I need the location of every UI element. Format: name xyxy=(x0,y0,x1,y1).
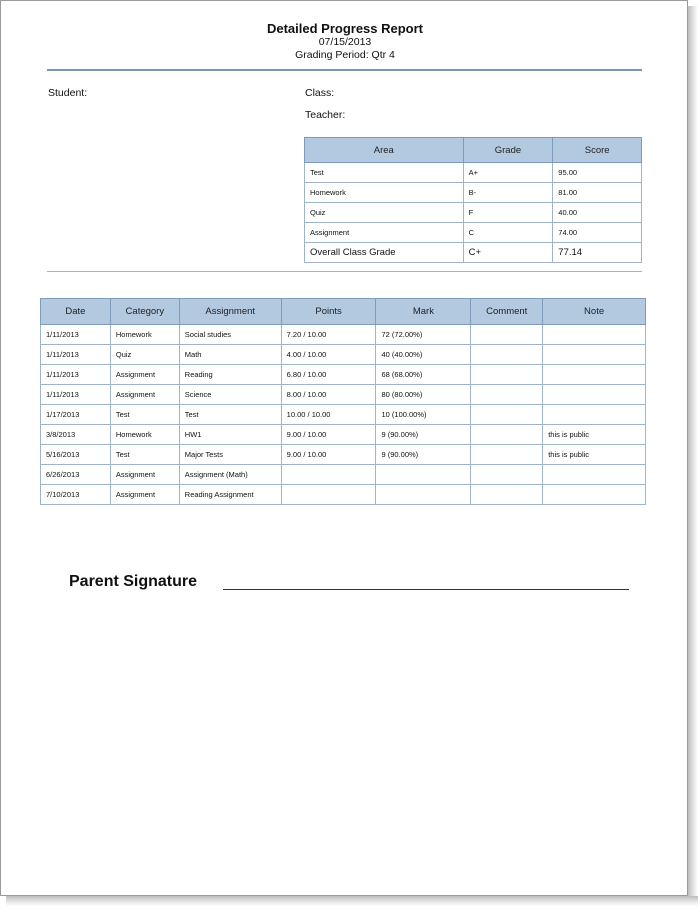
table-cell xyxy=(471,405,543,425)
header-score: Score xyxy=(553,138,642,163)
table-cell xyxy=(471,485,543,505)
class-label: Class: xyxy=(305,87,335,99)
table-cell xyxy=(376,485,471,505)
table-row xyxy=(41,425,646,445)
table-cell: Major Tests xyxy=(179,445,281,465)
table-cell: 9.00 / 10.00 xyxy=(281,445,376,465)
grade-summary-cell: Quiz xyxy=(305,203,464,223)
table-cell xyxy=(543,345,646,365)
table-cell: 72 (72.00%) xyxy=(376,325,471,345)
report-title: Detailed Progress Report xyxy=(266,21,424,36)
grade-summary-row xyxy=(305,203,642,223)
table-cell: 80 (80.00%) xyxy=(376,385,471,405)
table-cell xyxy=(543,465,646,485)
table-cell xyxy=(471,385,543,405)
assignments-table xyxy=(40,298,646,505)
overall-grade-cell: C+ xyxy=(463,243,553,263)
header-category: Category xyxy=(110,299,179,325)
table-cell: Assignment (Math) xyxy=(179,465,281,485)
table-cell: 1/17/2013 xyxy=(41,405,111,425)
grade-summary-cell: C xyxy=(463,223,553,243)
page-shadow-right xyxy=(688,6,698,906)
table-cell xyxy=(543,365,646,385)
table-cell: 9.00 / 10.00 xyxy=(281,425,376,445)
table-cell: 9 (90.00%) xyxy=(376,425,471,445)
table-cell: 40 (40.00%) xyxy=(376,345,471,365)
table-cell: 1/11/2013 xyxy=(41,325,111,345)
table-cell: 9 (90.00%) xyxy=(376,445,471,465)
student-label: Student: xyxy=(48,87,88,99)
assignments-header-row xyxy=(41,299,646,325)
table-row xyxy=(41,325,646,345)
report-header xyxy=(1,21,689,62)
table-cell xyxy=(471,465,543,485)
header-comment: Comment xyxy=(471,299,543,325)
grading-period: Grading Period: Qtr 4 xyxy=(295,49,395,61)
table-cell xyxy=(471,325,543,345)
table-cell: 7/10/2013 xyxy=(41,485,111,505)
header-note: Note xyxy=(543,299,646,325)
table-cell: Assignment xyxy=(110,365,179,385)
table-cell: Reading xyxy=(179,365,281,385)
table-cell: 3/8/2013 xyxy=(41,425,111,445)
table-cell: 6.80 / 10.00 xyxy=(281,365,376,385)
parent-signature-label: Parent Signature xyxy=(69,573,198,590)
grade-summary-header-row xyxy=(305,138,642,163)
table-row xyxy=(41,385,646,405)
table-cell: 6/26/2013 xyxy=(41,465,111,485)
table-cell xyxy=(471,345,543,365)
grade-summary-cell: 74.00 xyxy=(553,223,642,243)
table-cell: 1/11/2013 xyxy=(41,345,111,365)
table-cell: Assignment xyxy=(110,385,179,405)
table-cell xyxy=(281,485,376,505)
grade-summary-row xyxy=(305,163,642,183)
table-cell: 10.00 / 10.00 xyxy=(281,405,376,425)
table-row xyxy=(41,365,646,385)
overall-grade-cell: Overall Class Grade xyxy=(305,243,464,263)
table-cell xyxy=(281,465,376,485)
table-cell xyxy=(471,445,543,465)
table-cell: Test xyxy=(110,445,179,465)
table-cell xyxy=(471,365,543,385)
grade-summary-table xyxy=(304,137,642,263)
grade-summary-cell: 95.00 xyxy=(553,163,642,183)
table-cell: Test xyxy=(110,405,179,425)
teacher-label: Teacher: xyxy=(305,109,346,121)
page-shadow-bottom xyxy=(6,896,698,906)
table-cell: HW1 xyxy=(179,425,281,445)
table-cell: this is public xyxy=(543,425,646,445)
table-cell: 10 (100.00%) xyxy=(376,405,471,425)
table-cell: 68 (68.00%) xyxy=(376,365,471,385)
header-date: Date xyxy=(41,299,111,325)
table-cell: this is public xyxy=(543,445,646,465)
table-cell: Assignment xyxy=(110,465,179,485)
signature-line xyxy=(223,589,629,590)
table-row xyxy=(41,345,646,365)
table-row xyxy=(41,465,646,485)
grade-summary-row xyxy=(305,223,642,243)
table-cell xyxy=(543,405,646,425)
table-row xyxy=(41,445,646,465)
grade-summary-cell: A+ xyxy=(463,163,553,183)
table-cell: Homework xyxy=(110,325,179,345)
table-cell: 4.00 / 10.00 xyxy=(281,345,376,365)
table-cell xyxy=(543,385,646,405)
table-cell: Math xyxy=(179,345,281,365)
header-mark: Mark xyxy=(376,299,471,325)
table-cell: 1/11/2013 xyxy=(41,385,111,405)
header-assignment: Assignment xyxy=(179,299,281,325)
table-cell: Quiz xyxy=(110,345,179,365)
section-divider xyxy=(47,271,642,272)
table-cell: 5/16/2013 xyxy=(41,445,111,465)
grade-summary-cell: Homework xyxy=(305,183,464,203)
grade-summary-cell: 81.00 xyxy=(553,183,642,203)
table-cell: 8.00 / 10.00 xyxy=(281,385,376,405)
table-row xyxy=(41,485,646,505)
grade-summary-cell: F xyxy=(463,203,553,223)
table-cell xyxy=(543,325,646,345)
header-area: Area xyxy=(305,138,464,163)
table-cell xyxy=(471,425,543,445)
report-date: 07/15/2013 xyxy=(318,36,372,48)
overall-grade-row xyxy=(305,243,642,263)
table-cell: 1/11/2013 xyxy=(41,365,111,385)
table-cell xyxy=(376,465,471,485)
table-cell: Social studies xyxy=(179,325,281,345)
table-cell: Homework xyxy=(110,425,179,445)
header-grade: Grade xyxy=(463,138,553,163)
header-divider xyxy=(47,69,642,71)
table-row xyxy=(41,405,646,425)
table-cell: Science xyxy=(179,385,281,405)
grade-summary-cell: 40.00 xyxy=(553,203,642,223)
header-points: Points xyxy=(281,299,376,325)
table-cell xyxy=(543,485,646,505)
table-cell: Assignment xyxy=(110,485,179,505)
table-cell: Reading Assignment xyxy=(179,485,281,505)
table-cell: 7.20 / 10.00 xyxy=(281,325,376,345)
grade-summary-cell: Test xyxy=(305,163,464,183)
grade-summary-cell: B- xyxy=(463,183,553,203)
table-cell: Test xyxy=(179,405,281,425)
grade-summary-cell: Assignment xyxy=(305,223,464,243)
grade-summary-row xyxy=(305,183,642,203)
overall-grade-cell: 77.14 xyxy=(553,243,642,263)
